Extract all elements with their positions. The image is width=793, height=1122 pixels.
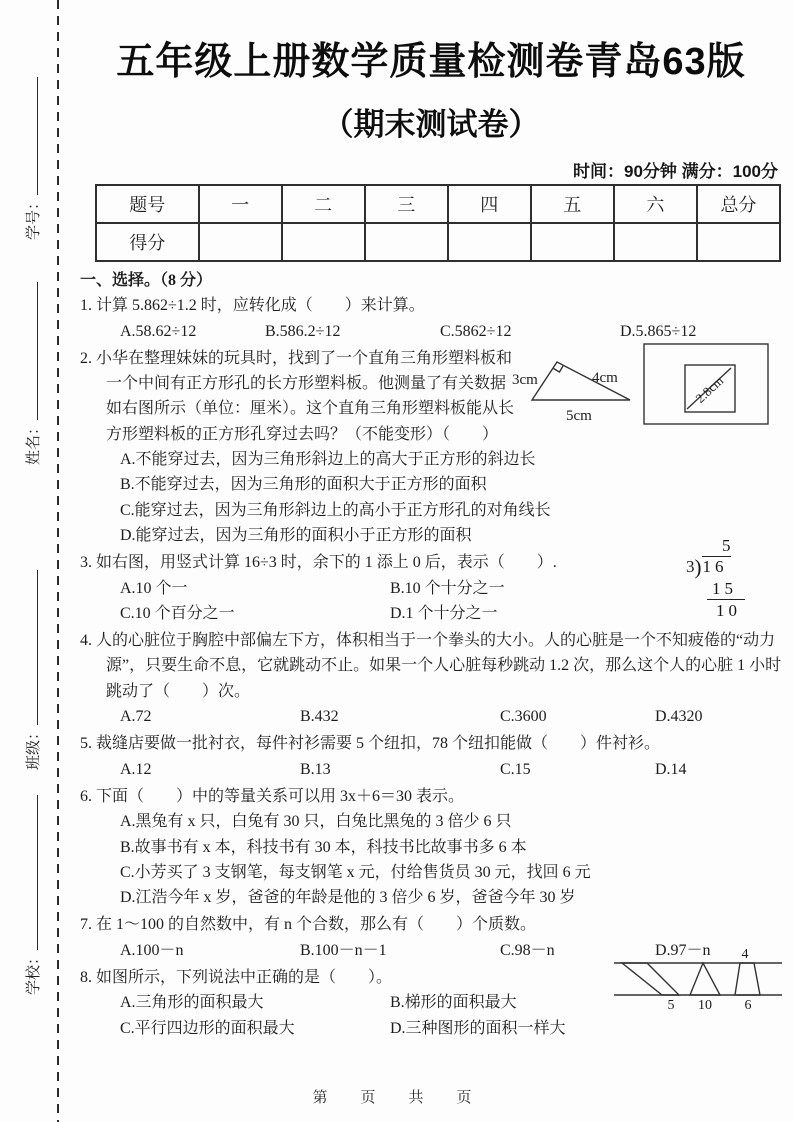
score-table-score-row — [96, 223, 780, 261]
score-table-header-cell: 一 — [199, 185, 282, 223]
option-c: C.5862÷12 — [440, 322, 512, 340]
student-id-blank — [24, 77, 38, 195]
question-text: 5. 裁缝店要做一批衬衣，每件衬衫需要 5 个纽扣，78 个纽扣能做（ ）件衬衫。 — [80, 735, 661, 753]
division-row — [686, 556, 764, 578]
triangle-base-label: 10 — [698, 998, 712, 1014]
right-angle-mark — [554, 366, 564, 372]
option-a: A.58.62÷12 — [120, 322, 197, 340]
option-d: D.4320 — [655, 708, 703, 726]
long-division-figure — [686, 535, 764, 621]
question-text: 8. 如图所示，下列说法中正确的是（ ）。 — [80, 969, 393, 987]
score-cell — [448, 223, 531, 261]
student-name-blank — [24, 282, 38, 420]
dashed-cut-line — [57, 0, 59, 1122]
option-d: D.能穿过去，因为三角形的面积小于正方形的面积 — [120, 526, 472, 544]
division-product: 15 — [707, 578, 745, 600]
exam-body — [80, 268, 782, 1043]
options-grid — [80, 576, 640, 627]
options-row — [80, 704, 782, 729]
question-text: 2. 小华在整理妹妹的玩具时，找到了一个直角三角形塑料板和一个中间有正方形孔的长方形塑料板。他测量了有关数据如右图所示（单位：厘米）。这个直角三角形塑料板能从长方形塑料板的正方形孔穿过去吗？（不能变形）（ ） — [80, 349, 515, 443]
page-subtitle: （期末测试卷） — [322, 107, 540, 142]
option-c: C.10 个百分之一 — [120, 604, 235, 622]
option-c: C.98－n — [500, 941, 555, 959]
score-table-header-cell: 题号 — [96, 185, 199, 223]
option-c: C.平行四边形的面积最大 — [120, 1019, 295, 1037]
school-blank — [24, 795, 38, 950]
exam-header — [80, 30, 782, 182]
score-row-label: 得分 — [96, 223, 199, 261]
question-1 — [80, 293, 782, 344]
q2-figure-triangle-and-square-hole — [510, 338, 782, 466]
class-label: 班级： — [26, 724, 42, 770]
option-c: C.15 — [500, 760, 531, 778]
option-a: A.72 — [120, 708, 152, 726]
division-divisor: 3 — [686, 557, 695, 577]
student-name-label: 姓名： — [26, 419, 42, 465]
option-c: C.3600 — [500, 708, 547, 726]
score-table-header-cell: 三 — [365, 185, 448, 223]
option-d: D.14 — [655, 760, 687, 778]
option-d: D.5.865÷12 — [620, 322, 697, 340]
options-list — [80, 809, 782, 910]
question-6 — [80, 784, 782, 910]
student-id-label: 学号： — [26, 194, 42, 240]
division-quotient: 5 — [722, 536, 735, 556]
triangle-right-leg-label: 4cm — [592, 369, 618, 386]
option-d: D.江浩今年 x 岁，爸爸的年龄是他的 3 倍少 6 岁，爸爸今年 30 岁 — [120, 889, 576, 907]
option-b: B.10 个十分之一 — [390, 579, 505, 597]
option-d: D.1 个十分之一 — [390, 604, 498, 622]
options-grid — [80, 990, 600, 1041]
division-bracket: ) — [694, 555, 702, 580]
score-table-header-cell: 四 — [448, 185, 531, 223]
student-id-field — [22, 77, 43, 240]
square-diagonal-label: 2.8cm — [692, 372, 727, 406]
triangle-left-leg-label: 3cm — [512, 371, 538, 388]
option-c: C.能穿过去，因为三角形斜边上的高小于正方形孔的对角线长 — [120, 501, 551, 519]
score-cell — [365, 223, 448, 261]
page-title: 五年级上册数学质量检测卷青岛63版 — [116, 41, 746, 83]
class-blank — [24, 570, 38, 725]
option-b: B.432 — [300, 708, 339, 726]
division-dividend: 16 — [702, 556, 731, 576]
option-a: A.三角形的面积最大 — [120, 994, 264, 1012]
option-b: B.13 — [300, 760, 331, 778]
option-a: A.不能穿过去，因为三角形斜边上的高大于正方形的斜边长 — [120, 451, 536, 469]
triangle-shape — [690, 963, 720, 995]
score-table-header-row — [96, 185, 780, 223]
option-b: B.梯形的面积最大 — [390, 994, 517, 1012]
class-field — [22, 570, 43, 770]
option-a: A.12 — [120, 760, 152, 778]
division-remainder: 10 — [716, 601, 741, 621]
score-cell — [531, 223, 614, 261]
student-name-field — [22, 282, 43, 465]
question-2 — [80, 346, 782, 548]
trapezoid-shape — [735, 963, 760, 995]
score-cell — [199, 223, 282, 261]
question-text: 3. 如右图，用竖式计算 16÷3 时，余下的 1 添上 0 后，表示（ ）. — [80, 554, 557, 572]
option-b: B.故事书有 x 本，科技书有 30 本，科技书比故事书多 6 本 — [120, 838, 527, 856]
option-b: B.不能穿过去，因为三角形的面积大于正方形的面积 — [120, 476, 487, 494]
option-d: D.97－n — [655, 941, 711, 959]
exam-meta: 时间：90分钟 满分：100分 — [573, 162, 778, 181]
option-c: C.小芳买了 3 支钢笔，每支钢笔 x 元，付给售货员 30 元，找回 6 元 — [120, 863, 591, 881]
score-cell — [282, 223, 365, 261]
score-table-header-cell: 六 — [614, 185, 697, 223]
parallelogram-base-label: 5 — [667, 998, 675, 1014]
score-table-header-cell: 二 — [282, 185, 365, 223]
section-heading: 一、选择。（8 分） — [80, 272, 213, 289]
trapezoid-top-label: 4 — [741, 947, 749, 963]
option-d: D.三种图形的面积一样大 — [390, 1019, 566, 1037]
question-text: 7. 在 1～100 的自然数中，有 n 个合数，那么有（ ）个质数。 — [80, 916, 537, 934]
score-table — [95, 184, 781, 262]
score-table-header-cell: 总分 — [697, 185, 780, 223]
trapezoid-base-label: 6 — [744, 998, 752, 1014]
option-a: A.10 个一 — [120, 579, 188, 597]
option-b: B.100－n－1 — [300, 941, 387, 959]
page-footer: 第 页 共 页 — [312, 1090, 481, 1106]
options-row — [80, 757, 782, 782]
question-3 — [80, 536, 782, 626]
question-text: 1. 计算 5.862÷1.2 时，应转化成（ ）来计算。 — [80, 297, 425, 315]
score-cell — [614, 223, 697, 261]
question-text: 6. 下面（ ）中的等量关系可以用 3x＋6＝30 表示。 — [80, 787, 465, 805]
parallelogram-shape — [622, 963, 679, 995]
option-b: B.586.2÷12 — [265, 322, 341, 340]
question-text: 4. 人的心脏位于胸腔中部偏左下方，体积相当于一个拳头的大小。人的心脏是一个不知疲倦的“动力源”，只要生命不息，它就跳动不止。如果一个人心脏每秒跳动 1.2 次，那么这个人的心脏 1 小时跳动了（ ）次。 — [80, 632, 782, 700]
school-label: 学校： — [26, 949, 42, 995]
option-a: A.100－n — [120, 941, 184, 959]
score-cell — [697, 223, 780, 261]
score-table-header-cell: 五 — [531, 185, 614, 223]
school-field — [22, 795, 43, 995]
question-5 — [80, 731, 782, 782]
triangle-base-label: 5cm — [566, 407, 592, 424]
question-4 — [80, 628, 782, 729]
option-a: A.黑兔有 x 只，白兔有 30 只，白兔比黑兔的 3 倍少 6 只 — [120, 813, 512, 831]
q8-figure-shapes-between-parallel-lines — [614, 945, 782, 1019]
